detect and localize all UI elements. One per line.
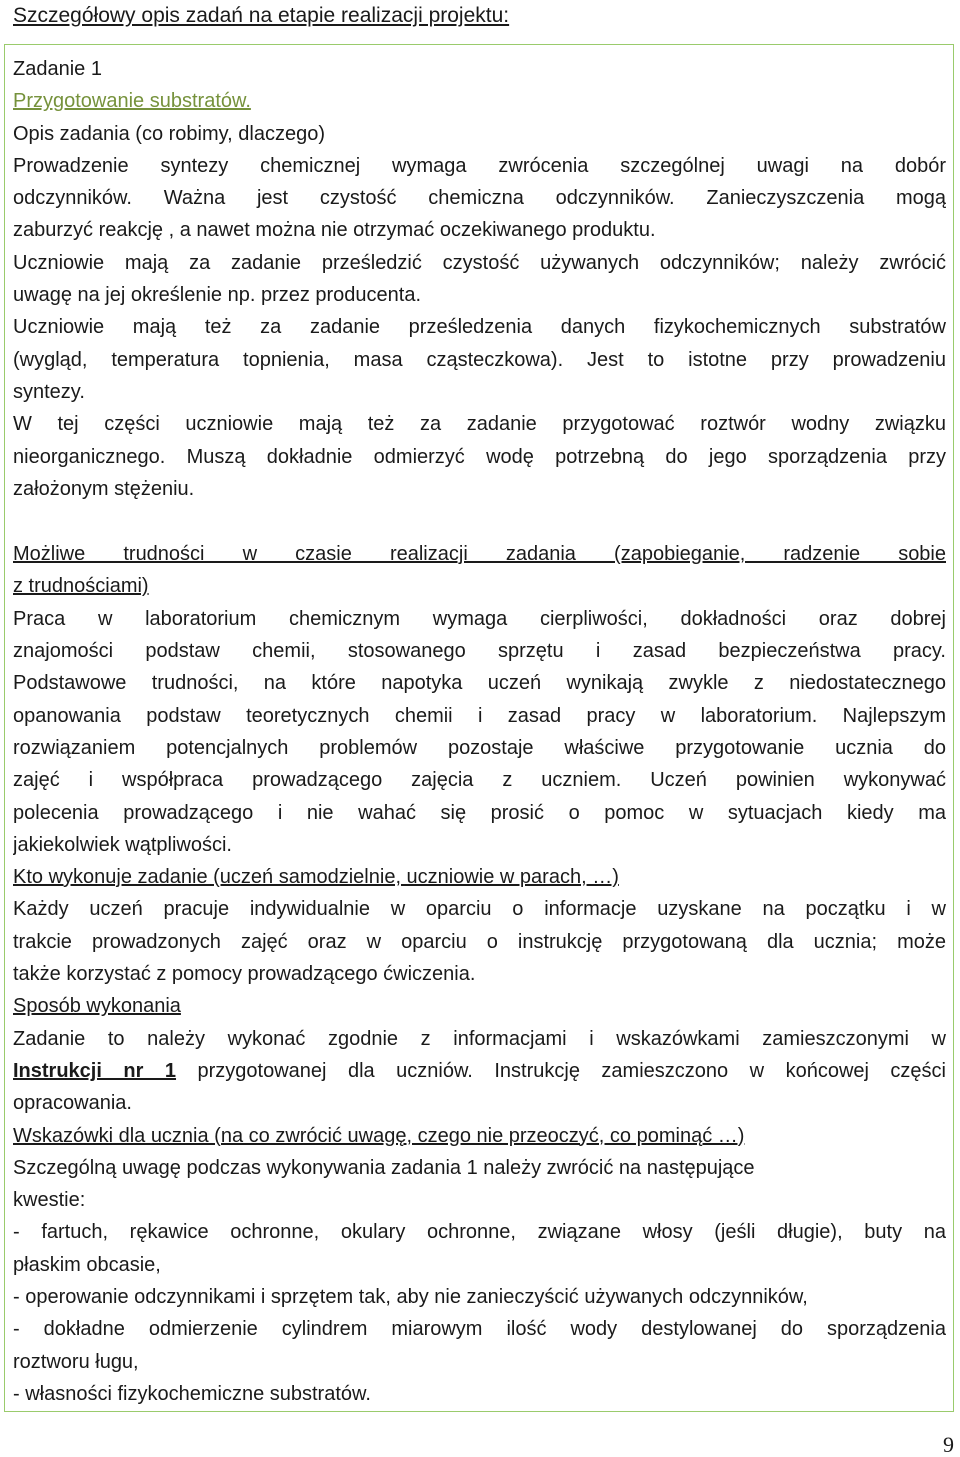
description-line: odczynników. Ważna jest czystość chemiczna odczynników. Zanieczyszczenia mogą bbox=[13, 187, 946, 210]
difficulties-line: polecenia prowadzącego i nie wahać się prosić o pomoc w sytuacjach kiedy ma bbox=[13, 801, 946, 824]
hints-label: Wskazówki dla ucznia (na co zwrócić uwagę, czego nie przeoczyć, co pominąć …) bbox=[13, 1124, 745, 1147]
hints-line: Szczególną uwagę podczas wykonywania zadania 1 należy zwrócić na następujące bbox=[13, 1156, 755, 1179]
page-number: 9 bbox=[943, 1432, 954, 1457]
description-line: Uczniowie mają za zadanie prześledzić czystość używanych odczynników; należy zwrócić bbox=[13, 251, 946, 274]
description-line: Uczniowie mają też za zadanie prześledzenia danych fizykochemicznych substratów bbox=[13, 316, 946, 339]
description-line: uwagę na jej określenie np. przez producenta. bbox=[13, 284, 422, 307]
method-line bbox=[13, 1055, 946, 1087]
difficulties-line: opanowania podstaw teoretycznych chemii i zasad pracy w laboratorium. Najlepszym bbox=[13, 704, 946, 727]
task-content bbox=[13, 53, 946, 1410]
task-title: Przygotowanie substratów. bbox=[13, 90, 251, 113]
hints-line: kwestie: bbox=[13, 1189, 86, 1212]
method-label: Sposób wykonania bbox=[13, 995, 181, 1018]
description-line: nieorganicznego. Muszą dokładnie odmierzyć wodę potrzebną do jego sporządzenia przy bbox=[13, 445, 946, 468]
who-label: Kto wykonuje zadanie (uczeń samodzielnie, uczniowie w parach, …) bbox=[13, 866, 619, 889]
difficulties-line: Podstawowe trudności, na które napotyka uczeń wynikają zwykle z niedostatecznego bbox=[13, 672, 946, 695]
instruction-reference: Instrukcji nr 1 bbox=[13, 1059, 177, 1082]
difficulties-line: Praca w laboratorium chemicznym wymaga cierpliwości, dokładności oraz dobrej bbox=[13, 607, 946, 630]
description-line: (wygląd, temperatura topnienia, masa cząsteczkowa). Jest to istotne przy prowadzeniu bbox=[13, 348, 946, 371]
task-number: Zadanie 1 bbox=[13, 58, 102, 80]
who-line: trakcie prowadzonych zajęć oraz w oparciu o instrukcję przygotowaną dla ucznia; może bbox=[13, 930, 946, 953]
description-line: założonym stężeniu. bbox=[13, 477, 195, 500]
method-line-rest: przygotowanej dla uczniów. Instrukcję zamieszczono w końcowej części bbox=[176, 1059, 946, 1082]
hints-line: - własności fizykochemiczne substratów. bbox=[13, 1382, 371, 1405]
difficulties-line: rozwiązaniem potencjalnych problemów pozostaje właściwe przygotowanie ucznia do bbox=[13, 736, 946, 759]
method-line: opracowania. bbox=[13, 1092, 132, 1115]
difficulties-line: jakiekolwiek wątpliwości. bbox=[13, 833, 232, 856]
difficulties-label-cont: z trudnościami) bbox=[13, 575, 149, 598]
description-label: Opis zadania (co robimy, dlaczego) bbox=[13, 122, 325, 145]
method-line: Zadanie to należy wykonać zgodnie z informacjami i wskazówkami zamieszczonymi w bbox=[13, 1027, 946, 1050]
page-heading: Szczegółowy opis zadań na etapie realizacji projektu: bbox=[13, 4, 510, 27]
hints-line: - fartuch, rękawice ochronne, okulary ochronne, związane włosy (jeśli długie), buty na bbox=[13, 1221, 946, 1244]
difficulties-line: zajęć i współpraca prowadzącego zajęcia z uczniem. Uczeń powinien wykonywać bbox=[13, 769, 946, 792]
description-line: W tej części uczniowie mają też za zadanie przygotować roztwór wodny związku bbox=[13, 413, 946, 436]
hints-line: - operowanie odczynnikami i sprzętem tak, aby nie zanieczyścić używanych odczynników, bbox=[13, 1285, 808, 1308]
description-line: syntezy. bbox=[13, 380, 85, 403]
who-line: Każdy uczeń pracuje indywidualnie w oparciu o informacje uzyskane na początku i w bbox=[13, 898, 946, 921]
hints-line: płaskim obcasie, bbox=[13, 1253, 161, 1276]
description-line: zaburzyć reakcję , a nawet można nie otrzymać oczekiwanego produktu. bbox=[13, 219, 656, 242]
difficulties-line: znajomości podstaw chemii, stosowanego sprzętu i zasad bezpieczeństwa pracy. bbox=[13, 640, 946, 663]
section-gap bbox=[13, 505, 946, 538]
difficulties-label: Możliwe trudności w czasie realizacji zadania (zapobieganie, radzenie sobie bbox=[13, 543, 946, 566]
who-line: także korzystać z pomocy prowadzącego ćwiczenia. bbox=[13, 963, 476, 986]
description-line: Prowadzenie syntezy chemicznej wymaga zwrócenia szczególnej uwagi na dobór bbox=[13, 154, 946, 177]
hints-line: - dokładne odmierzenie cylindrem miarowym ilość wody destylowanej do sporządzenia bbox=[13, 1318, 946, 1341]
hints-line: roztworu ługu, bbox=[13, 1350, 139, 1373]
